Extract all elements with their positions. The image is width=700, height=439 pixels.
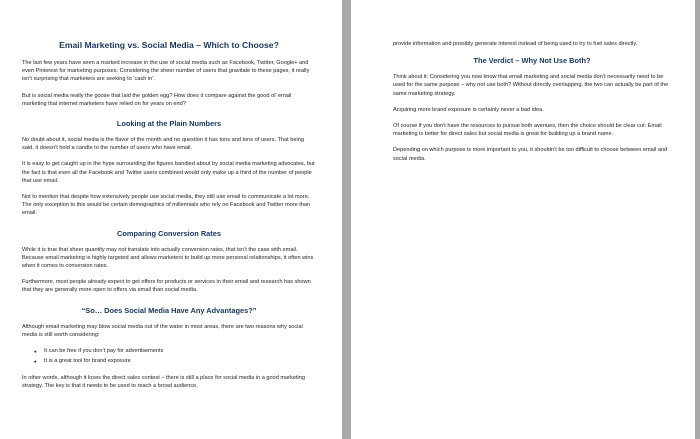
paragraph: Although email marketing may blow social media out of the water in most areas, there are two reasons why social media is still worth considering: [22,323,303,338]
section-heading: The Verdict – Why Not Use Both? [473,56,591,66]
document-title: Email Marketing vs. Social Media – Which to Choose? [59,40,279,50]
paragraph: provide information and possibly generate interest instead of being used to try to fuel sales directly. [393,41,638,47]
section-heading: Looking at the Plain Numbers [116,119,222,129]
paragraph: While it is true that sheer quantity may not translate into actually conversion rates, that isn’t the case with email. Because email marketing is highly targeted and allows marketers to build up more personal relationships, it often wins when it comes to conversion rates. [22,246,314,270]
document-page-1 [0,0,342,439]
paragraph: In other words, although it loses the direct sales contest – there is still a place for social media in a good marketing strategy. The key is that it needs to be used to reach a broad audience, [22,375,305,390]
paragraph: Of course if you don’t have the resources to pursue both avenues, then the choice should be clear cut: Email marketing is better for direct sales but social media is great for building up a brand name. [393,123,662,138]
bullet-list [22,347,316,366]
bullet-item: ● It can be free if you don’t pay for advertisements [34,347,316,357]
paragraph: Furthermore, most people already expect to get offers for products or services in their email and research has shown that they are generally more open to offers via email than social media. [22,279,311,294]
paragraph: The last few years have seen a marked increase in the use of social media such as Facebook, Twitter, Google+ and even Pinterest for marketing purposes. Considering the sheer number of users that gravitate to these pages, it really isn’t surprising that marketers are seeking to ‘cash in’. [22,60,310,83]
document-page-2 [351,0,695,439]
paragraph: It is easy to get caught up in the hype surrounding the figures bandied about by social media marketing advocates, but the fact is that even all the Facebook and Twitter users combined would only make up a third of the number of people that use email. [22,161,315,184]
section-heading: “So… Does Social Media Have Any Advantages?” [81,305,257,315]
paragraph: No doubt about it, social media is the flavor of the month and no question it has tons and tons of users. That being said, it doesn’t hold a candle to the number of users who have email. [22,137,304,152]
paragraph: Acquiring more brand exposure is certainly never a bad idea. [393,106,544,113]
paragraph: Think about it: Considering you now know that email marketing and social media don’t necessarily need to be used for the same purpose – why not use both? Without directly overlapping, the two can actually be part of the same marketing strategy. [393,74,669,97]
section-heading: Comparing Conversion Rates [117,228,221,238]
bullet-item: ● It is a great tool for brand exposure [34,357,316,367]
paragraph: But is social media really the goose that laid the golden egg? How does it compare against the good ol’ email marketing that internet marketers have relied on for years on end? [22,92,292,107]
paragraph: Depending on which purpose is more important to you, it shouldn’t be too difficult to choose between email and social media. [393,147,668,162]
paragraph: Not to mention that despite how extensively people use social media, they still use email to communicate a lot more. The only exception to this would be certain demographics of millennials who rely on Facebook and Twitter more than email. [22,194,311,217]
